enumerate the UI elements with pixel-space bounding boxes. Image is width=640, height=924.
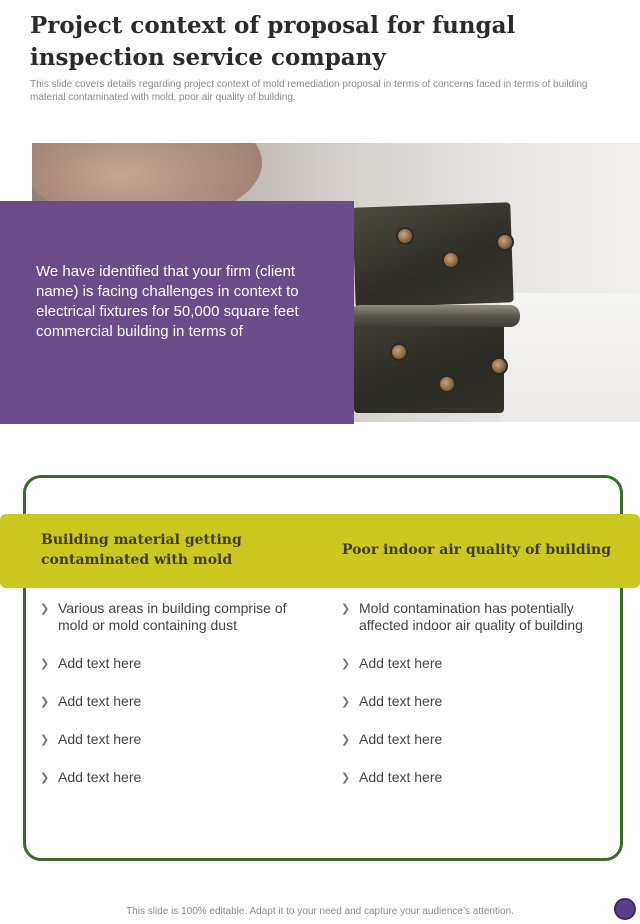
list-item: ❯ Mold contamination has potentially affected indoor air quality of building xyxy=(341,600,583,633)
chevron-right-icon: ❯ xyxy=(40,658,50,670)
list-item: ❯ Add text here xyxy=(341,731,443,747)
list-item: ❯ Add text here xyxy=(341,655,443,671)
slide-subtitle: This slide covers details regarding project context of mold remediation proposal in terms of concerns faced in terms of building material contaminated with mold, poor air quality of building. xyxy=(30,79,588,103)
air-quality-list xyxy=(341,600,611,786)
chevron-right-icon: ❯ xyxy=(341,658,351,670)
chevron-right-icon: ❯ xyxy=(40,696,50,708)
screw-icon xyxy=(496,233,514,251)
brand-dot-icon xyxy=(614,898,636,920)
intro-text: We have identified that your firm (client name) is facing challenges in context to electrical fixtures for 50,000 square feet commercial building in terms of xyxy=(36,263,299,340)
hinge-leaf-bottom xyxy=(354,323,504,413)
list-item: ❯ Add text here xyxy=(341,769,443,785)
slide-title: Project context of proposal for fungal inspection service company xyxy=(30,12,516,71)
column-heading-air-quality: Poor indoor air quality of building xyxy=(342,542,611,558)
list-item: ❯ Add text here xyxy=(40,769,142,785)
building-material-list xyxy=(40,600,310,786)
list-item: ❯ Add text here xyxy=(40,693,142,709)
hinge-leaf-top xyxy=(352,202,513,307)
column-heading-building-material: Building material getting contaminated with mold xyxy=(41,532,242,568)
chevron-right-icon: ❯ xyxy=(341,603,351,615)
footer-note: This slide is 100% editable. Adapt it to your need and capture your audience’s attention. xyxy=(126,906,514,917)
list-item: ❯ Add text here xyxy=(341,693,443,709)
screw-icon xyxy=(438,375,456,393)
screw-icon xyxy=(490,357,508,375)
chevron-right-icon: ❯ xyxy=(40,772,50,784)
hinge-pin xyxy=(350,305,520,327)
list-item: ❯ Add text here xyxy=(40,655,142,671)
photo-wall xyxy=(500,293,640,422)
chevron-right-icon: ❯ xyxy=(40,603,50,615)
chevron-right-icon: ❯ xyxy=(341,734,351,746)
list-item: ❯ Various areas in building comprise of mold or mold containing dust xyxy=(40,600,287,633)
intro-panel xyxy=(0,201,354,424)
chevron-right-icon: ❯ xyxy=(40,734,50,746)
rusty-hinge-image xyxy=(354,205,514,415)
screw-icon xyxy=(442,251,460,269)
screw-icon xyxy=(396,227,414,245)
list-item: ❯ Add text here xyxy=(40,731,142,747)
chevron-right-icon: ❯ xyxy=(341,696,351,708)
screw-icon xyxy=(390,343,408,361)
chevron-right-icon: ❯ xyxy=(341,772,351,784)
